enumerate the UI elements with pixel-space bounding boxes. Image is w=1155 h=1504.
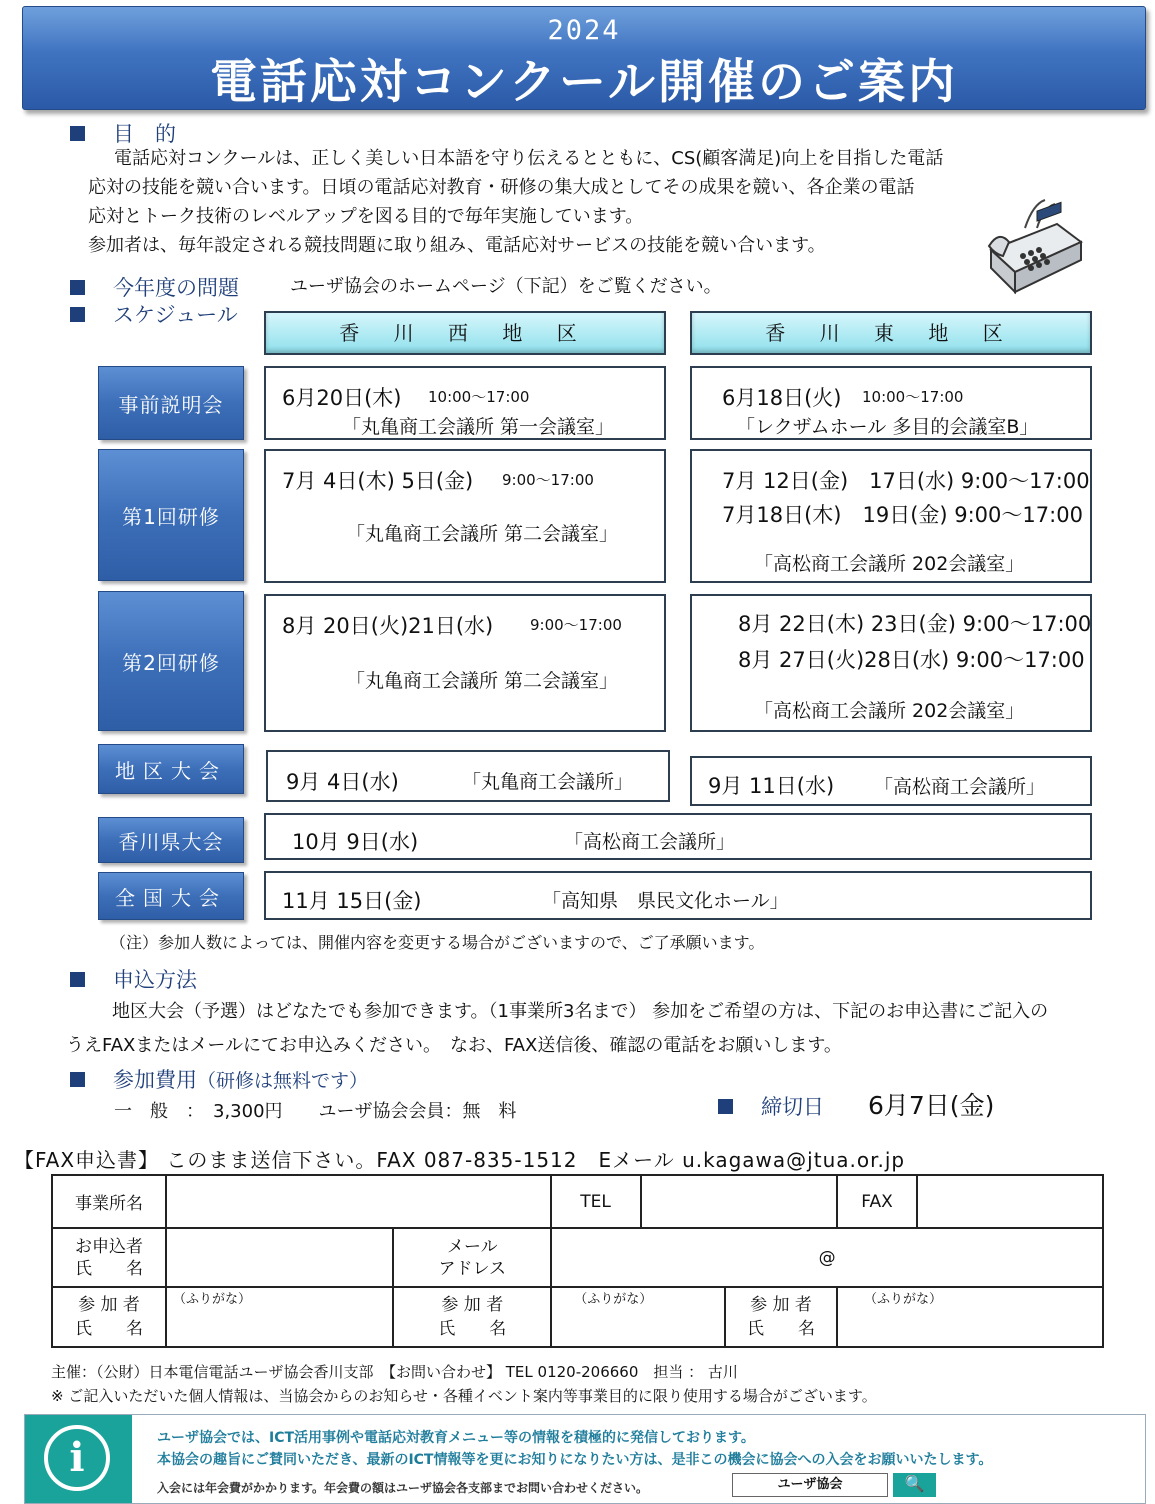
training1-west-time: 9:00～17:00 <box>502 471 594 489</box>
fee-text: 一 般 ： 3,300円 ユーザ協会会員：無 料 <box>114 1101 517 1122</box>
info-icon: i <box>44 1425 110 1491</box>
search-box[interactable]: ユーザ協会 <box>732 1473 888 1497</box>
section-bullet-icon <box>70 307 85 322</box>
applicant-label-line2: 氏 名 <box>75 1258 143 1279</box>
region-west-header: 香 川 西 地 区 <box>264 311 666 355</box>
training2-west-date: 8月 20日(火)21日(水) <box>282 614 494 638</box>
participant-2-field[interactable] <box>551 1287 725 1347</box>
banner-year: 2024 <box>547 15 621 46</box>
region-east-header: 香 川 東 地 区 <box>690 311 1092 355</box>
problem-heading: 今年度の問題 <box>70 272 239 302</box>
organizer-contact: 主催：（公財）日本電信電話ユーザ協会香川支部 【お問い合わせ】 TEL 0120-206660 担当 ： 古川 <box>51 1363 738 1381</box>
purpose-heading: 目 的 <box>70 118 176 148</box>
purpose-line-2: 応対の技能を競い合います。日頃の電話応対教育・研修の集大成としてその成果を競い、各企業の電話 <box>88 177 915 198</box>
fax-label: FAX <box>837 1175 917 1228</box>
section-bullet-icon <box>718 1099 733 1114</box>
training1-east-line1: 7月 12日(金) 17日(水) 9:00～17:00 <box>722 469 1090 493</box>
section-bullet-icon <box>70 972 85 987</box>
prefecture-cell <box>264 813 1092 860</box>
furigana-hint: （ふりがな） <box>173 1292 252 1307</box>
training1-east-place: 「高松商工会議所 202会議室」 <box>754 553 1025 575</box>
briefing-west-date: 6月20日(木) <box>282 386 402 410</box>
office-name-field[interactable] <box>166 1175 551 1228</box>
row-label-national: 全国大会 <box>98 872 244 920</box>
mail-label-line2: アドレス <box>438 1258 507 1279</box>
deadline-date: 6月7日(金) <box>868 1091 995 1120</box>
fax-application-form <box>51 1174 1104 1348</box>
applicant-name-field[interactable] <box>166 1228 393 1287</box>
briefing-west-place: 「丸亀商工会議所 第一会議室」 <box>342 416 615 438</box>
info-line-2: 本協会の趣旨にご賛同いただき、最新のICT情報等を更にお知りになりたい方は、是非この機会に協会への入会をお願いいたします。 <box>157 1452 993 1468</box>
applicant-label-line1: お申込者 <box>75 1236 143 1257</box>
training2-east-line1: 8月 22日(木) 23日(金) 9:00～17:00 <box>738 612 1092 636</box>
at-sign: @ <box>818 1247 836 1268</box>
training1-east-cell <box>690 449 1092 583</box>
training2-west-place: 「丸亀商工会議所 第二会議室」 <box>346 670 619 692</box>
participant-label-line1: 参 加 者 <box>750 1295 812 1315</box>
fax-field[interactable] <box>917 1175 1103 1228</box>
mail-address-field[interactable] <box>551 1228 1103 1287</box>
training2-west-time: 9:00～17:00 <box>530 616 622 634</box>
mail-label-line1: メール <box>446 1236 498 1257</box>
briefing-west-time: 10:00～17:00 <box>428 388 530 406</box>
purpose-line-4: 参加者は、毎年設定される競技問題に取り組み、電話応対サービスの技能を競い合います。 <box>88 235 826 256</box>
participant-label-line2: 氏 名 <box>438 1319 507 1339</box>
row-label-prefecture: 香川県大会 <box>98 817 244 863</box>
row-label-district: 地区大会 <box>98 744 244 794</box>
prefecture-place: 「高松商工会議所」 <box>564 831 736 853</box>
office-name-label: 事業所名 <box>52 1175 166 1228</box>
row-label-briefing: 事前説明会 <box>98 366 244 440</box>
problem-text: ユーザ協会のホームページ（下記）をご覧ください。 <box>290 276 722 297</box>
briefing-east-place: 「レクザムホール 多目的会議室B」 <box>736 416 1039 438</box>
prefecture-date: 10月 9日(水) <box>292 830 419 854</box>
national-date: 11月 15日(金) <box>282 889 422 913</box>
tel-label: TEL <box>551 1175 641 1228</box>
section-bullet-icon <box>70 280 85 295</box>
schedule-note: （注）参加人数によっては、開催内容を変更する場合がございますので、ご了承願います。 <box>110 933 765 952</box>
apply-heading: 申込方法 <box>70 964 197 994</box>
training1-west-cell <box>264 449 666 583</box>
info-line-1: ユーザ協会では、ICT活用事例や電話応対教育メニュー等の情報を積極的に発信しております。 <box>157 1430 755 1446</box>
participant-3-field[interactable] <box>837 1287 1103 1347</box>
purpose-line-3: 応対とトーク技術のレベルアップを図る目的で毎年実施しています。 <box>88 206 644 227</box>
national-cell <box>264 871 1092 920</box>
participant-label-line2: 氏 名 <box>747 1319 815 1339</box>
district-east-cell <box>690 756 1092 806</box>
fax-form-header: 【FAX申込書】 このまま送信下さい。FAX 087-835-1512 Eメール u.kagawa@jtua.or.jp <box>14 1148 906 1172</box>
tel-field[interactable] <box>641 1175 837 1228</box>
briefing-east-time: 10:00～17:00 <box>862 388 964 406</box>
row-label-training-2: 第2回研修 <box>98 591 244 731</box>
district-east-place: 「高松商工会議所」 <box>874 776 1046 798</box>
district-east-date: 9月 11日(水) <box>708 774 835 798</box>
mail-label <box>393 1228 551 1287</box>
page-title: 電話応対コンクール開催のご案内 <box>209 55 959 110</box>
participant-1-field[interactable] <box>166 1287 393 1347</box>
apply-line-1: 地区大会（予選）はどなたでも参加できます。（1事業所3名まで） 参加をご希望の方は、下記のお申込書にご記入の <box>112 1001 1049 1022</box>
national-place: 「高知県 県民文化ホール」 <box>542 890 789 912</box>
search-button[interactable] <box>893 1473 936 1497</box>
training2-west-cell <box>264 594 666 732</box>
training1-west-place: 「丸亀商工会議所 第二会議室」 <box>346 523 619 545</box>
participant-2-label <box>393 1287 551 1347</box>
participant-1-label <box>52 1287 166 1347</box>
participant-label-line1: 参 加 者 <box>78 1295 140 1315</box>
section-bullet-icon <box>70 126 85 141</box>
deadline-heading: 締切日 <box>718 1091 824 1121</box>
info-line-3: 入会には年会費がかかります。年会費の額はユーザ協会各支部までお問い合わせください。 <box>157 1481 649 1495</box>
furigana-hint: （ふりがな） <box>864 1292 943 1307</box>
training1-east-line2: 7月18日(木) 19日(金) 9:00～17:00 <box>722 503 1083 527</box>
privacy-note: ※ ご記入いただいた個人情報は、当協会からのお知らせ・各種イベント案内等事業目的に限り使用する場合がございます。 <box>51 1387 877 1405</box>
training1-west-date: 7月 4日(木) 5日(金) <box>282 469 474 493</box>
participant-3-label <box>725 1287 837 1347</box>
briefing-east-cell <box>690 366 1092 440</box>
furigana-hint: （ふりがな） <box>574 1292 653 1307</box>
district-west-place: 「丸亀商工会議所」 <box>462 771 634 793</box>
participant-label-line1: 参 加 者 <box>441 1295 504 1315</box>
search-icon: 🔍 <box>904 1474 925 1493</box>
briefing-east-date: 6月18日(火) <box>722 386 842 410</box>
participant-label-line2: 氏 名 <box>75 1319 143 1339</box>
membership-info-box <box>24 1414 1146 1504</box>
training2-east-cell <box>690 594 1092 732</box>
row-label-training-1: 第1回研修 <box>98 449 244 581</box>
schedule-heading: スケジュール <box>70 299 238 329</box>
info-icon-panel <box>25 1415 132 1503</box>
telephone-icon <box>985 198 1085 306</box>
training2-east-place: 「高松商工会議所 202会議室」 <box>754 700 1025 722</box>
fee-heading: 参加費用（研修は無料です） <box>70 1064 368 1094</box>
district-west-cell <box>266 750 670 802</box>
briefing-west-cell <box>264 366 666 440</box>
applicant-label <box>52 1228 166 1287</box>
district-west-date: 9月 4日(水) <box>286 770 399 794</box>
title-banner <box>22 6 1146 110</box>
training2-east-line2: 8月 27日(火)28日(水) 9:00～17:00 <box>738 648 1085 672</box>
apply-line-2: うえFAXまたはメールにてお申込みください。 なお、FAX送信後、確認の電話をお願いします。 <box>66 1035 842 1056</box>
section-bullet-icon <box>70 1072 85 1087</box>
purpose-line-1: 電話応対コンクールは、正しく美しい日本語を守り伝えるとともに、CS(顧客満足)向上を目指した電話 <box>114 148 944 169</box>
